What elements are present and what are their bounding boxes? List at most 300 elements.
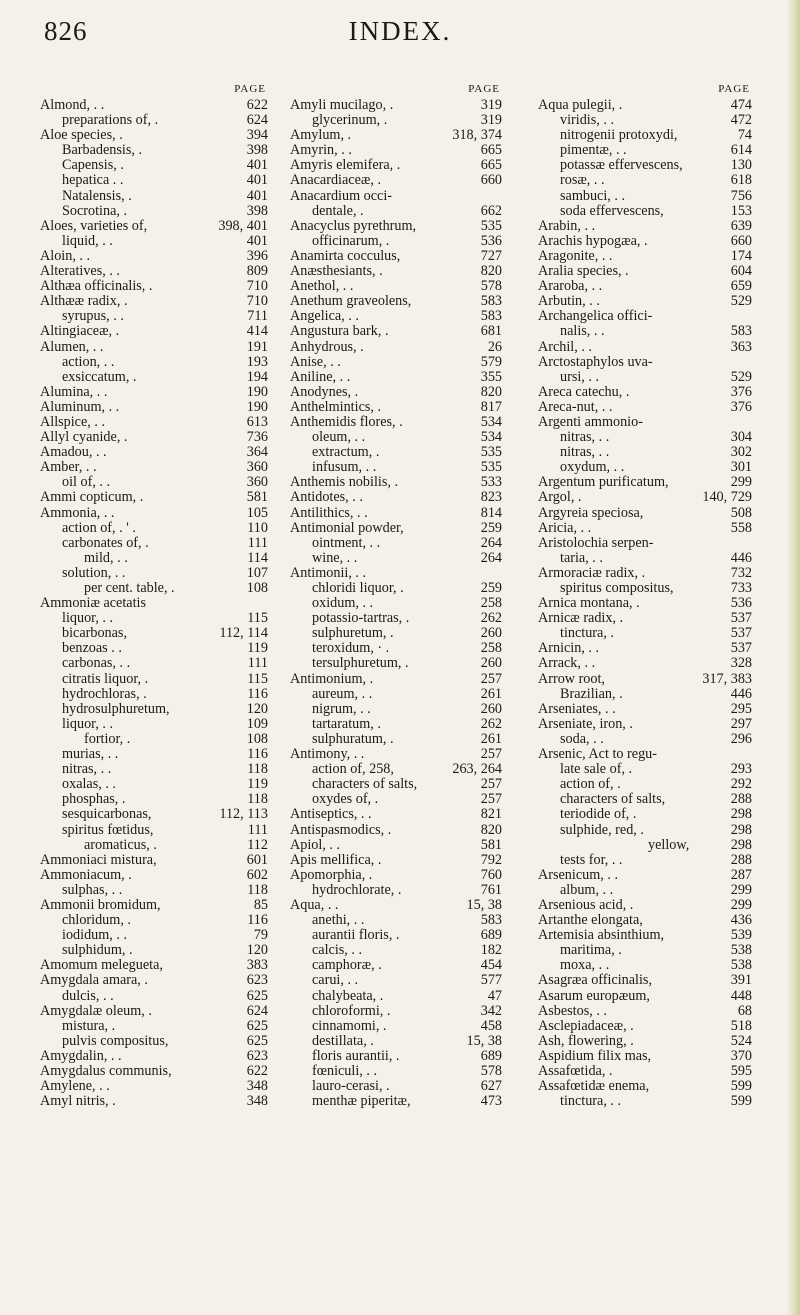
entry-term: iodidum, . . bbox=[62, 927, 128, 944]
entry-page: 823 bbox=[480, 489, 502, 506]
entry-page: 659 bbox=[730, 278, 752, 295]
index-entry bbox=[40, 641, 268, 656]
entry-page: 112, 114 bbox=[219, 625, 268, 642]
entry-term: soda, . . bbox=[560, 730, 604, 747]
index-entry bbox=[40, 838, 268, 853]
entry-term: chalybeata, . bbox=[312, 987, 384, 1004]
entry-page: 401 bbox=[246, 187, 268, 204]
page-column-label: PAGE bbox=[468, 83, 500, 95]
index-entry bbox=[290, 702, 502, 717]
entry-term: action of, . ' . bbox=[62, 519, 136, 536]
entry-term: Argol, . bbox=[538, 489, 582, 506]
index-entry bbox=[40, 143, 268, 158]
index-entry bbox=[538, 1004, 752, 1019]
entry-term: Anethol, . . bbox=[290, 278, 354, 295]
entry-page: 364 bbox=[246, 444, 268, 461]
entry-term: Aspidium filix mas, bbox=[538, 1047, 652, 1064]
index-entry bbox=[40, 1004, 268, 1019]
entry-term: carbonas, . . bbox=[62, 655, 131, 672]
index-entry bbox=[290, 581, 502, 596]
entry-page: 558 bbox=[730, 519, 752, 536]
entry-page: 625 bbox=[246, 987, 268, 1004]
entry-page: 193 bbox=[246, 353, 268, 370]
entry-term: bicarbonas, bbox=[62, 625, 128, 642]
entry-page: 363 bbox=[730, 338, 752, 355]
entry-page: 153 bbox=[730, 202, 752, 219]
index-entry bbox=[290, 656, 502, 671]
entry-page: 821 bbox=[480, 806, 502, 823]
index-entry bbox=[40, 279, 268, 294]
entry-page: 625 bbox=[246, 1032, 268, 1049]
index-entry bbox=[290, 400, 502, 415]
index-entry bbox=[40, 415, 268, 430]
entry-term: Asagræa officinalis, bbox=[538, 972, 652, 989]
entry-term: Arsenic, Act to regu- bbox=[538, 746, 657, 763]
entry-term: Altingiaceæ, . bbox=[40, 323, 120, 340]
entry-page: 733 bbox=[730, 580, 752, 596]
entry-page: 581 bbox=[246, 489, 268, 506]
index-entry bbox=[40, 1049, 268, 1064]
entry-term: dulcis, . . bbox=[62, 987, 114, 1004]
index-entry bbox=[538, 883, 752, 898]
entry-page: 761 bbox=[480, 881, 502, 898]
entry-page: 348 bbox=[246, 1078, 268, 1095]
entry-page: 660 bbox=[730, 232, 752, 249]
entry-term: aurantii floris, . bbox=[312, 927, 400, 944]
index-entry bbox=[290, 883, 502, 898]
entry-page: 258 bbox=[480, 640, 502, 657]
entry-term: Argyreia speciosa, bbox=[538, 504, 644, 521]
entry-page: 538 bbox=[730, 942, 752, 959]
index-entry bbox=[290, 113, 502, 128]
running-head: INDEX. bbox=[348, 16, 452, 46]
entry-page: 534 bbox=[480, 413, 502, 430]
entry-term: Anhydrous, . bbox=[290, 338, 364, 355]
entry-page: 85 bbox=[253, 896, 268, 913]
entry-term: solution, . . bbox=[62, 564, 126, 581]
entry-term: Aluminum, . . bbox=[40, 398, 120, 415]
entry-term: Ammoniæ acetatis bbox=[40, 595, 146, 612]
entries-list bbox=[538, 98, 752, 1109]
index-entry bbox=[538, 687, 752, 702]
index-entry bbox=[40, 264, 268, 279]
entry-term: Althææ radix, . bbox=[40, 293, 128, 310]
entry-page: 360 bbox=[246, 474, 268, 491]
entry-page: 458 bbox=[480, 1017, 502, 1034]
entry-term: Areca catechu, . bbox=[538, 383, 630, 400]
entry-page: 660 bbox=[480, 172, 502, 189]
entry-page: 288 bbox=[730, 851, 752, 868]
entry-page: 448 bbox=[730, 987, 752, 1004]
entry-term: Antilithics, . . bbox=[290, 504, 368, 521]
index-entry bbox=[40, 445, 268, 460]
entry-page: 115 bbox=[247, 610, 268, 627]
entry-page: 376 bbox=[730, 398, 752, 415]
entry-term: moxa, . . bbox=[560, 957, 610, 974]
index-entry bbox=[290, 943, 502, 958]
index-entry bbox=[40, 309, 268, 324]
entry-page: 111 bbox=[247, 534, 268, 551]
entry-page: 583 bbox=[730, 323, 752, 340]
index-entry bbox=[538, 189, 752, 204]
index-entry bbox=[40, 898, 268, 913]
entry-page: 414 bbox=[246, 323, 268, 340]
entry-term: Arseniate, iron, . bbox=[538, 715, 633, 732]
entry-page: 401 bbox=[246, 232, 268, 249]
entry-term: spiritus compositus, bbox=[560, 580, 674, 596]
entry-term: Anthemis nobilis, . bbox=[290, 474, 398, 491]
entry-term: carui, . . bbox=[312, 972, 359, 989]
index-entry bbox=[290, 898, 502, 913]
index-entry bbox=[40, 611, 268, 626]
index-entry bbox=[290, 204, 502, 219]
entry-term: glycerinum, . bbox=[312, 112, 388, 129]
entry-term: Anthemidis flores, . bbox=[290, 413, 403, 430]
entry-page: 533 bbox=[480, 474, 502, 491]
entry-term: rosæ, . . bbox=[560, 172, 605, 189]
entry-term: Allspice, . . bbox=[40, 413, 106, 430]
entry-term: Armoraciæ radix, . bbox=[538, 564, 646, 581]
index-entry bbox=[538, 581, 752, 596]
entry-page: 68 bbox=[737, 1002, 752, 1019]
entry-page: 120 bbox=[246, 942, 268, 959]
index-entry bbox=[290, 928, 502, 943]
entry-term: per cent. table, . bbox=[84, 580, 175, 596]
index-entry bbox=[538, 128, 752, 143]
entry-term: Brazilian, . bbox=[560, 685, 623, 702]
entry-page: 304 bbox=[730, 429, 752, 446]
entry-term: Amylum, . bbox=[290, 127, 352, 144]
entry-term: oxalas, . . bbox=[62, 776, 116, 793]
index-entry bbox=[290, 777, 502, 792]
entry-page: 681 bbox=[480, 323, 502, 340]
entry-term: Amygdalus communis, bbox=[40, 1063, 172, 1079]
entry-page: 119 bbox=[247, 640, 268, 657]
index-entry bbox=[290, 989, 502, 1004]
entry-page: 820 bbox=[480, 383, 502, 400]
index-entry bbox=[290, 853, 502, 868]
entry-term: Amyrin, . . bbox=[290, 142, 352, 159]
entry-term: teroxidum, · . bbox=[312, 640, 390, 657]
entry-term: Arseniates, . . bbox=[538, 700, 616, 717]
entry-page: 298 bbox=[730, 806, 752, 823]
index-entry bbox=[40, 189, 268, 204]
entry-page: 792 bbox=[480, 851, 502, 868]
index-entry bbox=[538, 611, 752, 626]
entry-term: teriodide of, . bbox=[560, 806, 637, 823]
entry-page: 518 bbox=[730, 1017, 752, 1034]
entry-page: 120 bbox=[246, 700, 268, 717]
index-entry bbox=[538, 1049, 752, 1064]
entry-term: Aqua pulegii, . bbox=[538, 97, 623, 113]
entry-term: Amyl nitris, . bbox=[40, 1093, 116, 1110]
entry-page: 298 bbox=[730, 836, 752, 853]
entry-term: Apiol, . . bbox=[290, 836, 341, 853]
index-entry bbox=[290, 551, 502, 566]
entry-page: 627 bbox=[480, 1078, 502, 1095]
entry-page: 524 bbox=[730, 1032, 752, 1049]
entry-page: 577 bbox=[480, 972, 502, 989]
entry-term: characters of salts, bbox=[312, 776, 418, 793]
entry-page: 299 bbox=[730, 881, 752, 898]
entry-page: 583 bbox=[480, 293, 502, 310]
index-entry bbox=[538, 807, 752, 822]
entry-page: 536 bbox=[480, 232, 502, 249]
index-entry bbox=[538, 973, 752, 988]
entry-term: late sale of, . bbox=[560, 761, 633, 778]
index-entry bbox=[290, 958, 502, 973]
entry-term: Argentum purificatum, bbox=[538, 474, 669, 491]
entry-term: Artanthe elongata, bbox=[538, 912, 643, 929]
entry-term: Anacardium occi- bbox=[290, 187, 393, 204]
entry-term: Argenti ammonio- bbox=[538, 413, 643, 430]
index-entry bbox=[290, 596, 502, 611]
entry-page: 391 bbox=[730, 972, 752, 989]
index-entry bbox=[290, 445, 502, 460]
entry-page: 601 bbox=[246, 851, 268, 868]
entry-term: cinnamomi, . bbox=[312, 1017, 387, 1034]
entry-page: 446 bbox=[730, 549, 752, 566]
index-entry bbox=[538, 672, 752, 687]
entry-term: nitras, . . bbox=[560, 444, 610, 461]
index-entry bbox=[40, 596, 268, 611]
index-entry bbox=[40, 672, 268, 687]
index-entry bbox=[40, 249, 268, 264]
entry-term: Ammi copticum, . bbox=[40, 489, 144, 506]
entry-term: Ammonia, . . bbox=[40, 504, 115, 521]
index-entry bbox=[40, 581, 268, 596]
entry-page: 297 bbox=[730, 715, 752, 732]
entry-page: 360 bbox=[246, 459, 268, 476]
index-column-1 bbox=[40, 83, 268, 1109]
entry-term: Aniline, . . bbox=[290, 368, 351, 385]
index-entry bbox=[40, 762, 268, 777]
entry-term: infusum, . . bbox=[312, 459, 377, 476]
index-entry bbox=[290, 1079, 502, 1094]
entry-term: action of, . bbox=[560, 776, 621, 793]
index-entry bbox=[40, 521, 268, 536]
entry-page: 190 bbox=[246, 383, 268, 400]
entry-page: 809 bbox=[246, 263, 268, 280]
entry-page: 258 bbox=[480, 595, 502, 612]
entry-page: 732 bbox=[730, 564, 752, 581]
entry-term: Araroba, . . bbox=[538, 278, 603, 295]
index-entry bbox=[538, 400, 752, 415]
entry-term: liquid, . . bbox=[62, 232, 113, 249]
page-edge-stain bbox=[786, 0, 800, 1315]
entry-term: Ammonii bromidum, bbox=[40, 896, 161, 913]
entry-page: 296 bbox=[730, 730, 752, 747]
index-entry bbox=[538, 521, 752, 536]
index-entry bbox=[290, 309, 502, 324]
entry-term: sulphas, . . bbox=[62, 881, 123, 898]
entry-term: yellow, bbox=[648, 836, 690, 853]
entry-term: Arnicin, . . bbox=[538, 640, 600, 657]
entry-page: 537 bbox=[730, 625, 752, 642]
entry-term: Aralia species, . bbox=[538, 263, 629, 280]
entry-term: pimentæ, . . bbox=[560, 142, 627, 159]
entry-term: oxidum, . . bbox=[312, 595, 374, 612]
entry-page: 474 bbox=[730, 97, 752, 113]
entry-term: hydrochloras, . bbox=[62, 685, 147, 702]
entry-page: 727 bbox=[480, 247, 502, 264]
entry-term: nitrogenii protoxydi, bbox=[560, 127, 678, 144]
index-entry bbox=[538, 1064, 752, 1079]
entry-term: album, . . bbox=[560, 881, 614, 898]
entry-term: Amygdalæ oleum, . bbox=[40, 1002, 152, 1019]
index-entry bbox=[538, 762, 752, 777]
entry-page: 623 bbox=[246, 972, 268, 989]
index-entry bbox=[290, 355, 502, 370]
index-entry bbox=[290, 747, 502, 762]
entry-term: Amadou, . . bbox=[40, 444, 107, 461]
entry-page: 259 bbox=[480, 580, 502, 596]
entry-term: Aricia, . . bbox=[538, 519, 592, 536]
entry-term: extractum, . bbox=[312, 444, 380, 461]
index-entry bbox=[538, 777, 752, 792]
entry-page: 820 bbox=[480, 821, 502, 838]
index-entry bbox=[290, 143, 502, 158]
index-entry bbox=[538, 943, 752, 958]
entry-page: 535 bbox=[480, 217, 502, 234]
entry-page: 662 bbox=[480, 202, 502, 219]
index-entry bbox=[290, 1094, 502, 1109]
entry-page: 472 bbox=[730, 112, 752, 129]
index-entry bbox=[40, 98, 268, 113]
index-entry bbox=[40, 1019, 268, 1034]
entry-page: 317, 383 bbox=[702, 670, 752, 687]
entry-page: 817 bbox=[480, 398, 502, 415]
index-entry bbox=[538, 219, 752, 234]
entry-term: chloridum, . bbox=[62, 912, 131, 929]
entry-page: 394 bbox=[246, 127, 268, 144]
entry-page: 107 bbox=[246, 564, 268, 581]
entry-page: 194 bbox=[246, 368, 268, 385]
entry-page: 604 bbox=[730, 263, 752, 280]
index-entry bbox=[40, 158, 268, 173]
entry-term: action, . . bbox=[62, 353, 115, 370]
index-entry bbox=[290, 189, 502, 204]
entry-term: viridis, . . bbox=[560, 112, 614, 129]
entry-term: nalis, . . bbox=[560, 323, 605, 340]
index-entry bbox=[538, 898, 752, 913]
entry-term: Anthelmintics, . bbox=[290, 398, 382, 415]
entry-term: Anacyclus pyrethrum, bbox=[290, 217, 417, 234]
index-entry bbox=[40, 777, 268, 792]
entry-page: 383 bbox=[246, 957, 268, 974]
entry-page: 579 bbox=[480, 353, 502, 370]
entry-term: Apomorphia, . bbox=[290, 866, 373, 883]
index-entry bbox=[40, 928, 268, 943]
entry-page: 613 bbox=[246, 413, 268, 430]
entry-term: potassio-tartras, . bbox=[312, 610, 410, 627]
index-entry bbox=[40, 626, 268, 641]
entry-page: 118 bbox=[247, 881, 268, 898]
index-entry bbox=[40, 1079, 268, 1094]
entry-page: 539 bbox=[730, 927, 752, 944]
index-entry bbox=[290, 506, 502, 521]
entry-term: Antimony, . . bbox=[290, 746, 365, 763]
entry-page: 328 bbox=[730, 655, 752, 672]
index-entry bbox=[40, 566, 268, 581]
index-entry bbox=[538, 928, 752, 943]
entry-term: tartaratum, . bbox=[312, 715, 381, 732]
entry-term: Archangelica offici- bbox=[538, 308, 653, 325]
entry-page: 114 bbox=[247, 549, 268, 566]
entry-page: 342 bbox=[480, 1002, 502, 1019]
index-entry bbox=[538, 989, 752, 1004]
entry-page: 26 bbox=[487, 338, 502, 355]
index-entry bbox=[290, 128, 502, 143]
index-entry bbox=[40, 973, 268, 988]
entry-term: Amygdalin, . . bbox=[40, 1047, 122, 1064]
entry-page: 614 bbox=[730, 142, 752, 159]
entry-term: officinarum, . bbox=[312, 232, 390, 249]
index-entry bbox=[290, 98, 502, 113]
index-entry bbox=[290, 1049, 502, 1064]
index-entry bbox=[290, 641, 502, 656]
entry-term: lauro-cerasi, . bbox=[312, 1078, 390, 1095]
index-entry bbox=[290, 249, 502, 264]
entry-term: floris aurantii, . bbox=[312, 1047, 400, 1064]
entry-term: Amomum melegueta, bbox=[40, 957, 163, 974]
index-entry bbox=[40, 536, 268, 551]
entry-page: 260 bbox=[480, 700, 502, 717]
entry-page: 74 bbox=[737, 127, 752, 144]
index-entry bbox=[290, 370, 502, 385]
entry-term: camphoræ, . bbox=[312, 957, 382, 974]
index-entry bbox=[290, 294, 502, 309]
index-entry bbox=[538, 958, 752, 973]
entry-page: 110 bbox=[247, 519, 268, 536]
entry-term: Assafœtida, . bbox=[538, 1063, 613, 1079]
entry-page: 262 bbox=[480, 610, 502, 627]
entry-term: liquor, . . bbox=[62, 610, 114, 627]
index-entry bbox=[40, 732, 268, 747]
entry-page: 665 bbox=[480, 142, 502, 159]
entry-page: 624 bbox=[246, 112, 268, 129]
index-entry bbox=[538, 370, 752, 385]
index-column-2 bbox=[290, 83, 502, 1109]
index-entry bbox=[40, 204, 268, 219]
entry-page: 595 bbox=[730, 1063, 752, 1079]
index-entry bbox=[40, 958, 268, 973]
index-entry bbox=[40, 747, 268, 762]
entry-page: 537 bbox=[730, 640, 752, 657]
entry-term: chloridi liquor, . bbox=[312, 580, 404, 596]
index-entry bbox=[40, 324, 268, 339]
index-entry bbox=[40, 340, 268, 355]
index-entry bbox=[40, 355, 268, 370]
index-entry bbox=[538, 264, 752, 279]
index-entry bbox=[290, 1034, 502, 1049]
index-entry bbox=[290, 913, 502, 928]
entry-term: Arrow root, bbox=[538, 670, 605, 687]
entry-page: 130 bbox=[730, 157, 752, 174]
index-entry bbox=[290, 158, 502, 173]
entry-term: Anamirta cocculus, bbox=[290, 247, 401, 264]
index-entry bbox=[40, 400, 268, 415]
index-entry bbox=[290, 792, 502, 807]
entry-term: tinctura, . . bbox=[560, 1093, 622, 1110]
entry-page: 191 bbox=[246, 338, 268, 355]
entry-term: menthæ piperitæ, bbox=[312, 1093, 411, 1110]
entry-term: tinctura, . bbox=[560, 625, 614, 642]
index-entry bbox=[538, 732, 752, 747]
entry-term: tersulphuretum, . bbox=[312, 655, 409, 672]
entry-page: 119 bbox=[247, 776, 268, 793]
entry-term: Arachis hypogæa, . bbox=[538, 232, 648, 249]
